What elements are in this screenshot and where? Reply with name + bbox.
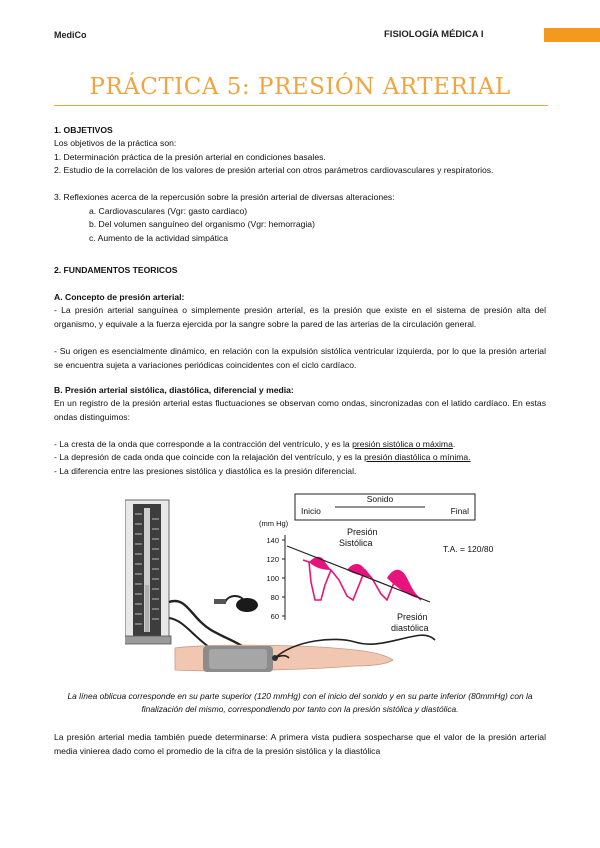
objetivo-item-3: 3. Reflexiones acerca de la repercusión sobre la presión arterial de diversas alteraciones: [54,192,395,202]
header-accent-bar [544,28,600,42]
bullet-sistolica-end: . [452,439,456,449]
diastolic-label-line2: diastólica [391,623,429,633]
objetivo-item-1: 1. Determinación práctica de la presión arterial en condiciones basales. [54,152,326,162]
diastolic-label-line1: Presión [397,612,428,622]
presion-diastolica-term: presión diastólica o mínima. [364,452,471,462]
bullet-sistolica-text: - La cresta de la onda que corresponde a la contracción del ventrículo, y es la [54,439,353,449]
title-divider [54,105,548,106]
objetivo-sub-a: a. Cardiovasculares (Vgr: gasto cardiaco) [89,206,248,216]
tick-label-140: 140 [266,536,279,545]
systolic-label-line2: Sistólica [339,538,373,548]
sound-end-label: Final [450,506,469,516]
presion-sistolica-term: presión sistólica o máxima [352,439,453,449]
section-a-paragraph-2: - Su origen es esencialmente dinámico, en relación con la expulsión sistólica ventricular izquierda, por lo que la presión arterial se encuentra sujeta a variaciones periódicas coincidentes con el ciclo cardíaco. [54,346,546,370]
sound-label: Sonido [366,494,394,504]
systolic-label-line1: Presión [347,527,378,537]
bullet-sistolica [54,438,455,452]
page-title: PRÁCTICA 5: PRESIÓN ARTERIAL [89,74,511,100]
tick-label-80: 80 [270,593,279,602]
objetivos-intro: Los objetivos de la práctica son: [54,138,177,148]
sound-start-label: Inicio [301,506,321,516]
pressure-unit-label: (mm Hg) [259,519,289,528]
manometer-illustration [125,500,258,652]
tick-label-120: 120 [266,555,279,564]
objetivo-sub-c: c. Aumento de la actividad simpática [89,233,229,243]
oblique-line [287,546,430,602]
arm-illustration [175,635,435,672]
figure-caption: La línea oblicua corresponde en su parte superior (120 mmHg) con el inicio del sonido y en su parte inferior (80mmHg) con la finalización del mismo, correspondiendo por tanto con la presión sistólica y diastólica. [67,691,533,715]
header-brand: MediCo [54,30,87,40]
header-subject: FISIOLOGÍA MÉDICA I [384,29,484,40]
fundamentos-heading: 2. FUNDAMENTOS TEORICOS [54,265,178,275]
bullet-diferencial: - La diferencia entre las presiones sistólica y diastólica es la presión diferencial. [54,466,357,476]
section-b-heading: B. Presión arterial sistólica, diastólica, diferencial y media: [54,385,294,395]
ta-label: T.A. = 120/80 [443,544,494,554]
section-a-heading: A. Concepto de presión arterial: [54,292,185,302]
objetivos-heading: 1. OBJETIVOS [54,125,113,135]
closing-paragraph: La presión arterial media también puede determinarse: A primera vista pudiera sospecharse que el valor de la presión arterial media vinierea dado como el promedio de la cifra de la presión sistólica y la diastólica [54,732,546,756]
pressure-axis [259,519,289,621]
sound-banner [295,494,475,520]
objetivo-sub-b: b. Del volumen sanguíneo del organismo (Vgr: hemorragia) [89,219,315,229]
wave-fill-3 [387,570,417,598]
bullet-diastolica [54,451,471,465]
tick-label-60: 60 [270,612,279,621]
bullet-diastolica-text: - La depresión de cada onda que coincide con la relajación del ventrículo, y es la [54,452,365,462]
pressure-waves [287,546,430,602]
objetivo-item-2: 2. Estudio de la correlación de los valores de presión arterial con otros parámetros cardiovasculares y respiratorios. [54,165,494,175]
section-a-paragraph-1: - La presión arterial sanguínea o simplemente presión arterial, es la presión que existe en el sistema de presión alta del organismo, y equivale a la fuerza ejercida por la sangre sobre la pared de las arterias de la circulación general. [54,305,546,329]
blood-pressure-figure [125,490,545,685]
section-b-paragraph: En un registro de la presión arterial estas fluctuaciones se observan como ondas, sincronizadas con el latido cardíaco. En estas ondas distinguimos: [54,398,546,422]
tick-label-100: 100 [266,574,279,583]
